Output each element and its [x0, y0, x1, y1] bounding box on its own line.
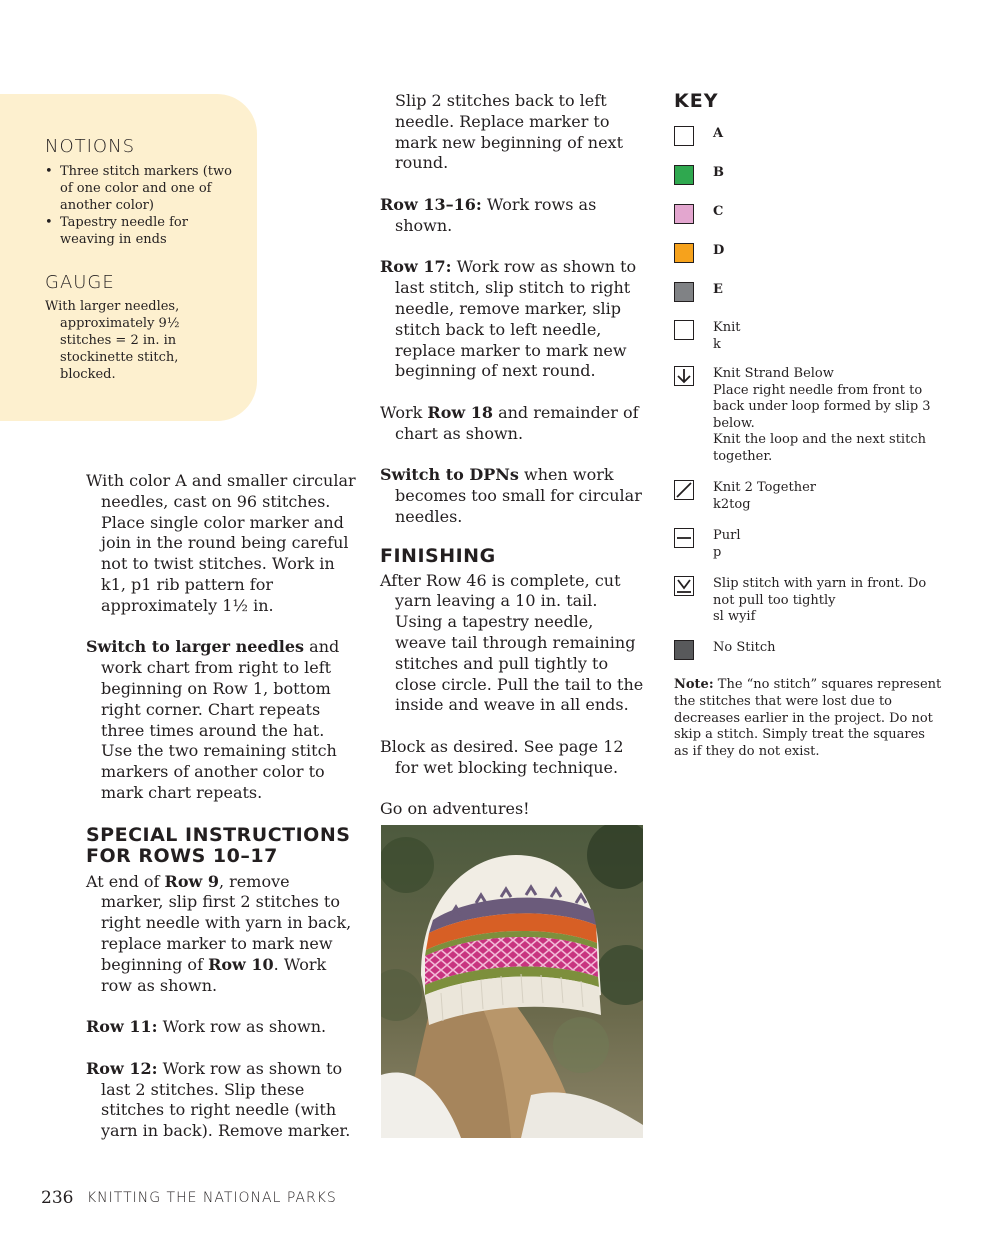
- key-note: [674, 677, 942, 761]
- key-label-line: Place right needle from front to back under loop formed by slip 3 below.: [713, 382, 931, 431]
- bold-lead: Row 9: [164, 871, 219, 891]
- knit-icon: [674, 320, 694, 340]
- key-label: [713, 576, 943, 626]
- purl-icon: [674, 528, 694, 548]
- cast-on-paragraph: With color A and smaller circular needles, cast on 96 stitches. Place single color marker and join in the round being careful not to twist stitches. Work in k1, p1 rib pattern for approximately 1½ in.: [86, 471, 356, 615]
- key-label-line: Knit Strand Below: [713, 366, 834, 381]
- bold-lead: Row 17:: [380, 257, 452, 277]
- gauge-heading: GAUGE: [45, 272, 115, 293]
- no-stitch-swatch: [674, 640, 694, 660]
- row-17-paragraph: [380, 257, 648, 382]
- key-label: B: [713, 165, 724, 180]
- key-label-line: Knit the loop and the next stitch together.: [713, 432, 926, 464]
- bold-lead: Switch to DPNs: [380, 465, 519, 485]
- adventures-paragraph: Go on adventures!: [380, 799, 530, 819]
- book-title: KNITTING THE NATIONAL PARKS: [87, 1190, 337, 1206]
- key-label-line: Slip stitch with yarn in front. Do not pull too tightly: [713, 576, 927, 608]
- key-label-line: Knit: [713, 320, 741, 335]
- slip-back-paragraph: Slip 2 stitches back to left needle. Replace marker to mark new beginning of next round.: [395, 91, 623, 173]
- bold-lead: Row 11:: [86, 1017, 158, 1037]
- color-c-swatch: [674, 204, 694, 224]
- key-label-line: Knit 2 Together: [713, 480, 817, 495]
- paragraph-text: , remove marker, slip first 2 stitches to right needle with yarn in back, replace marker to mark new beginning of: [101, 871, 352, 974]
- notions-heading: NOTIONS: [45, 136, 135, 157]
- key-label-line: sl wyif: [713, 609, 756, 625]
- blocking-paragraph: Block as desired. See page 12 for wet blocking technique.: [380, 736, 624, 777]
- paragraph-text: Work row as shown to last 2 stitches. Slip these stitches to right needle (with yarn in back). Remove marker.: [101, 1058, 351, 1141]
- switch-needles-paragraph: [86, 637, 356, 803]
- color-b-swatch: [674, 165, 694, 185]
- paragraph-text: . Work row as shown.: [101, 954, 327, 995]
- key-heading: KEY: [674, 90, 719, 112]
- key-label: [713, 528, 943, 561]
- row-18-paragraph: [380, 403, 648, 445]
- notions-list: [45, 163, 245, 248]
- key-label-line: Purl: [713, 528, 741, 543]
- row-11-paragraph: [86, 1017, 356, 1038]
- note-text: The “no stitch” squares represent the stitches that were lost due to decreases earlier in the project. Do not skip a stitch. Simply treat the squares as if they do not exist.: [674, 677, 942, 760]
- middle-column: [380, 91, 648, 841]
- key-label: A: [713, 126, 724, 141]
- left-column: [86, 471, 356, 1163]
- special-instructions-heading: SPECIAL INSTRUCTIONS FOR ROWS 10–17: [86, 823, 351, 867]
- hat-photo-illustration: [381, 825, 643, 1138]
- bold-lead: Row 10: [208, 954, 274, 974]
- paragraph-text: when work becomes too small for circular needles.: [395, 465, 642, 526]
- bold-lead: Row 18: [427, 402, 493, 422]
- list-item: • Tapestry needle for weaving in ends: [45, 214, 245, 248]
- finishing-heading: FINISHING: [380, 544, 496, 567]
- k2tog-icon: [674, 480, 694, 500]
- dpns-paragraph: [380, 465, 648, 527]
- key-label: E: [713, 282, 723, 297]
- bold-lead: Row 12:: [86, 1058, 158, 1078]
- color-a-swatch: [674, 126, 694, 146]
- page-number: 236: [41, 1188, 74, 1208]
- paragraph-text: Work row as shown.: [157, 1017, 327, 1037]
- list-item: • Three stitch markers (two of one color and one of another color): [45, 163, 245, 214]
- bold-lead: Switch to larger needles: [86, 637, 305, 657]
- paragraph-text: At end of: [86, 871, 165, 891]
- key-label: [713, 480, 943, 513]
- bold-lead: Row 13–16:: [380, 194, 482, 214]
- slip-wyif-icon: [674, 576, 694, 596]
- paragraph-text: Work rows as shown.: [395, 194, 597, 235]
- key-label-line: p: [713, 544, 722, 560]
- key-label: D: [713, 243, 725, 258]
- paragraph-text: Work: [380, 402, 428, 422]
- gauge-text: With larger needles, approximately 9½ stitches = 2 in. in stockinette stitch, blocked.: [45, 299, 180, 382]
- key-label-line: k2tog: [713, 496, 751, 512]
- key-label: C: [713, 204, 724, 219]
- row-9-paragraph: [86, 872, 356, 997]
- finishing-paragraph: After Row 46 is complete, cut yarn leaving a 10 in. tail. Using a tapestry needle, weave tail through remaining stitches and pull tightly to close circle. Pull the tail to the inside and weave in all ends.: [380, 570, 644, 715]
- paragraph-text: and remainder of chart as shown.: [395, 402, 639, 443]
- paragraph-text: and work chart from right to left beginning on Row 1, bottom right corner. Chart repeats three times around the hat. Use the two remaining stitch markers of another color to mark chart repeats.: [101, 637, 340, 802]
- color-e-swatch: [674, 282, 694, 302]
- key-label-line: k: [713, 336, 721, 352]
- hat-photo: [381, 825, 643, 1138]
- key-label: [713, 320, 943, 353]
- key-label: No Stitch: [713, 640, 776, 655]
- color-d-swatch: [674, 243, 694, 263]
- row-13-16-paragraph: [380, 195, 648, 237]
- paragraph-text: Work row as shown to last stitch, slip stitch to right needle, remove marker, slip stitch back to left needle, replace marker to mark new beginning of next round.: [395, 257, 637, 381]
- row-12-paragraph: [86, 1059, 356, 1142]
- bold-lead: Note:: [674, 677, 714, 692]
- knit-strand-below-icon: [674, 366, 694, 386]
- key-label: [713, 366, 943, 466]
